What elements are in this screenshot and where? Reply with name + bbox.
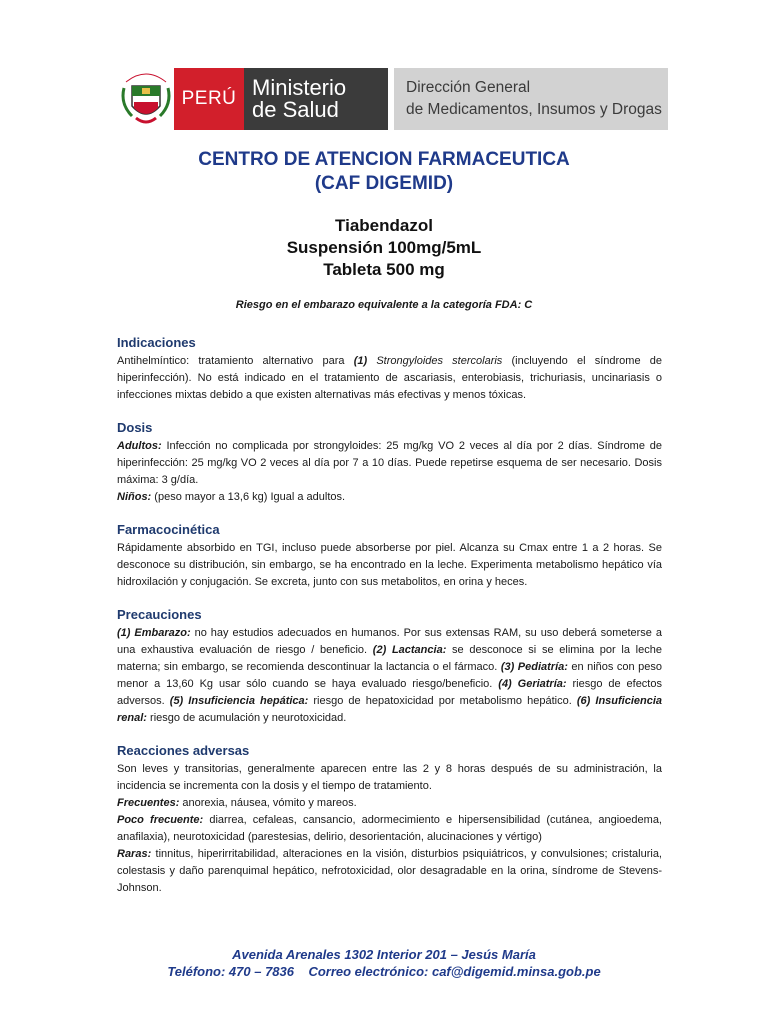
section-title: Farmacocinética [117, 522, 220, 537]
precaution-label: (1) Embarazo: [117, 627, 191, 639]
precaution-text: riesgo de efectos adversos. [117, 678, 662, 707]
national-crest-icon [118, 68, 174, 130]
drug-name: Tiabendazol [335, 216, 433, 235]
section-title: Indicaciones [117, 335, 196, 350]
precaution-text: no hay estudios adecuados en humanos. Por sus extensas RAM, su uso deberá someterse a una exhaustiva evaluación de riesgo / beneficio. [117, 627, 662, 656]
children-label: Niños: [117, 491, 152, 503]
section-reacciones [117, 743, 662, 897]
precaution-text: se desconoce si se elimina por la leche materna; sin embargo, se recomienda descontinuar la lactancia o el fármaco. [117, 644, 662, 673]
section-farmacocinetica [117, 522, 662, 591]
ministry-label [244, 68, 388, 130]
precaution-text: riesgo de hepatoxicidad por metabolismo hepático. [308, 695, 577, 707]
body-text: (incluyendo el síndrome de hiperinfección). No está indicado en el tratamiento de ascariasis, enterobiasis, trichuriasis, uncinariasis o infecciones mixtas debido a que existen alternativas más efectivas y menos tóxicas. [117, 355, 662, 401]
rare-text: tinnitus, hiperirritabilidad, alteraciones en la visión, disturbios psiquiátricos, y convulsiones; cristaluria, colestasis y daño parenquimal hepático, nefrotoxicidad, olor desagradable en la orina, síndrome de Stevens-Johnson. [117, 848, 662, 894]
organism-name: Strongyloides stercolaris [367, 355, 503, 367]
adults-label: Adultos: [117, 440, 162, 452]
agency-label [388, 68, 668, 130]
body-text: Antihelmíntico: tratamiento alternativo para [117, 355, 354, 367]
reactions-intro: Son leves y transitorias, generalmente aparecen entre las 2 y 8 horas después de su administración, la incidencia se incrementa con la dosis y el tiempo de tratamiento. [117, 763, 662, 792]
section-title: Dosis [117, 420, 153, 435]
precaution-text: en niños con peso menor a 13,60 Kg usar sólo cuando se haya evaluado riesgo/beneficio. [117, 661, 662, 690]
footer-contact: Teléfono: 470 – 7836 Correo electrónico: caf@digemid.minsa.gob.pe [167, 964, 601, 979]
agency-line2: de Medicamentos, Insumos y Drogas [406, 101, 662, 118]
ministry-line1: Ministerio [252, 75, 347, 100]
agency-line1: Dirección General [406, 79, 531, 96]
precaution-label: (2) Lactancia: [372, 644, 447, 656]
rare-label: Raras: [117, 848, 152, 860]
page-title-line1: CENTRO DE ATENCION FARMACEUTICA [198, 149, 570, 170]
section-dosis [117, 420, 662, 506]
section-body [117, 353, 662, 404]
infrequent-label: Poco frecuente: [117, 814, 204, 826]
infrequent-text: diarrea, cefaleas, cansancio, adormecimiento e hipersensibilidad (cutánea, angioedema, anafilaxia), neurotoxicidad (parestesias, delirio, desorientación, alucinaciones y vértigo) [117, 814, 662, 843]
section-title: Precauciones [117, 607, 202, 622]
precaution-label: (6) Insuficiencia renal: [117, 695, 663, 724]
frequent-text: anorexia, náusea, vómito y mareos. [179, 797, 357, 809]
section-body [117, 625, 662, 727]
section-indicaciones [117, 335, 662, 404]
frequent-label: Frecuentes: [117, 797, 180, 809]
section-body [117, 438, 662, 506]
precaution-label: (3) Pediatría: [500, 661, 568, 673]
drug-form-suspension: Suspensión 100mg/5mL [286, 238, 482, 257]
children-text: (peso mayor a 13,6 kg) Igual a adultos. [151, 491, 346, 503]
precaution-label: (4) Geriatría: [498, 678, 567, 690]
section-title: Reacciones adversas [117, 743, 250, 758]
pregnancy-risk: Riesgo en el embarazo equivalente a la categoría FDA: C [235, 299, 533, 311]
reference-number: (1) [353, 355, 368, 367]
page-title-line2: (CAF DIGEMID) [314, 173, 454, 194]
footer-address: Avenida Arenales 1302 Interior 201 – Jesús María [232, 947, 536, 962]
section-precauciones [117, 607, 662, 727]
ministry-line2: de Salud [252, 97, 339, 122]
drug-form-tablet: Tableta 500 mg [323, 260, 445, 279]
precaution-text: riesgo de acumulación y neurotoxicidad. [146, 712, 347, 724]
section-body [117, 761, 662, 897]
adults-text: Infección no complicada por strongyloides: 25 mg/kg VO 2 veces al día por 2 días. Síndrome de hiperinfección: 25 mg/kg VO 2 veces al día por 7 a 10 días. Puede repetirse esquema de ser necesario. Dosis máxima: 3 g/día. [117, 440, 662, 486]
section-body: Rápidamente absorbido en TGI, incluso puede absorberse por piel. Alcanza su Cmax entre 1 a 2 horas. Se desconoce su distribución, sin embargo, se ha encontrado en la leche. Experimenta metabolismo hepático vía hidroxilación y conjugación. Se excreta, junto con sus metabolitos, en orina y heces. [117, 542, 662, 588]
header-banner [118, 68, 668, 130]
precaution-label: (5) Insuficiencia hepática: [169, 695, 309, 707]
peru-label: PERÚ [174, 68, 244, 130]
